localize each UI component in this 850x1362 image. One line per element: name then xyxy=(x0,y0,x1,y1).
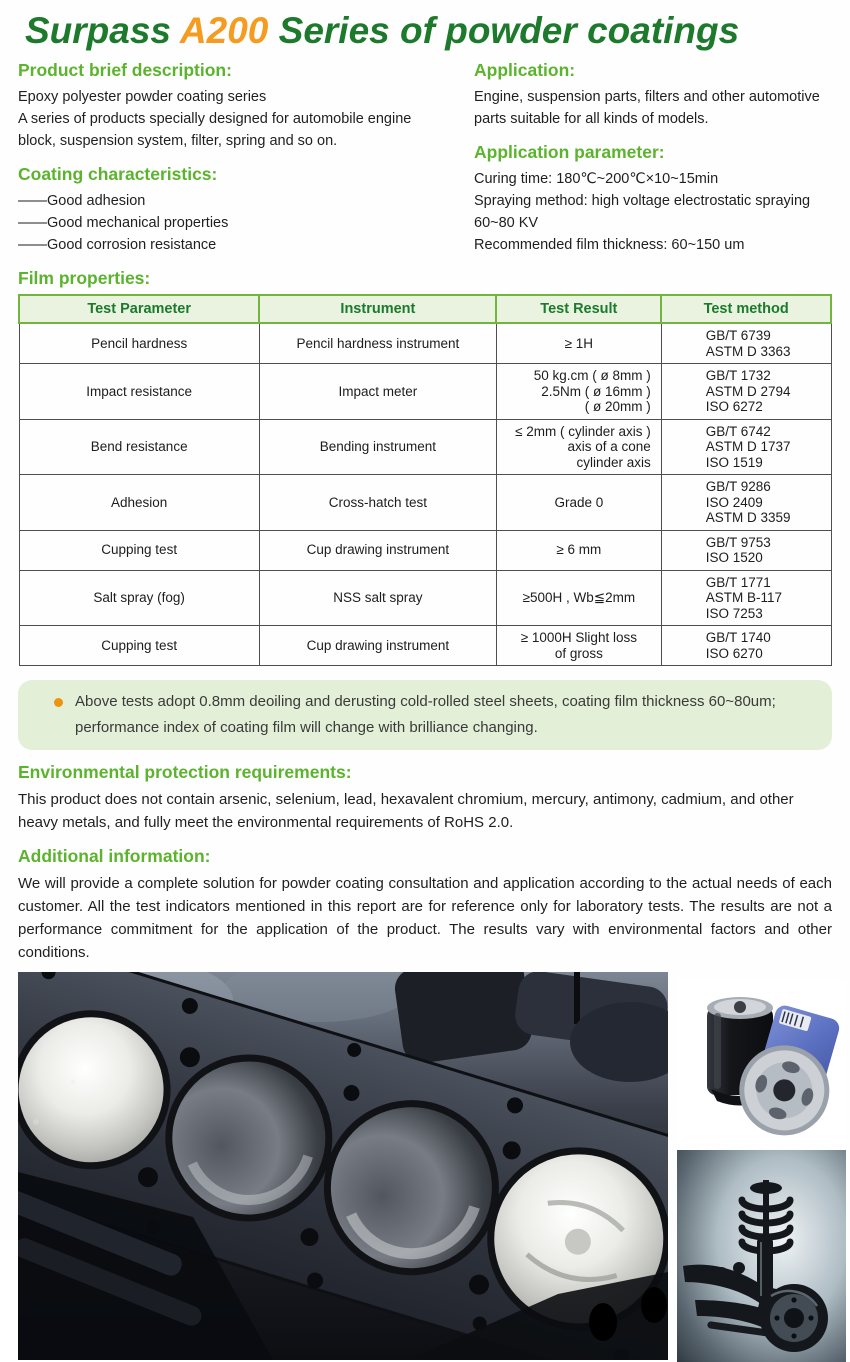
application-text: Engine, suspension parts, filters and other automotive parts suitable for all kinds of models. xyxy=(474,89,820,127)
title-series-code: A200 xyxy=(179,10,269,51)
cell-result: ≥ 1H xyxy=(496,323,661,364)
application-heading: Application: xyxy=(474,60,576,80)
cell-instrument: Cup drawing instrument xyxy=(259,626,496,666)
col-header-parameter: Test Parameter xyxy=(19,295,259,323)
parameter-line: Curing time: 180℃~200℃×10~15min xyxy=(474,171,719,187)
coating-item: ——Good corrosion resistance xyxy=(18,237,217,253)
top-columns xyxy=(18,54,832,256)
cell-parameter: Bend resistance xyxy=(19,419,259,475)
parameter-line: Recommended film thickness: 60~150 um xyxy=(474,237,745,253)
table-row xyxy=(19,475,831,531)
coating-item: ——Good mechanical properties xyxy=(18,215,229,231)
cell-result: ≤ 2mm ( cylinder axis ) axis of a cone cylinder axis xyxy=(496,419,661,475)
cell-result: ≥ 6 mm xyxy=(496,530,661,570)
film-properties-table xyxy=(18,294,832,666)
brief-heading: Product brief description: xyxy=(18,60,232,80)
brief-line1: Epoxy polyester powder coating series xyxy=(18,89,267,105)
coating-heading: Coating characteristics: xyxy=(18,164,218,184)
table-row xyxy=(19,419,831,475)
table-row xyxy=(19,570,831,626)
oil-filters-photo xyxy=(677,979,846,1144)
cell-method: GB/T 1732 ASTM D 2794 ISO 6272 xyxy=(661,364,831,420)
cell-instrument: Cross-hatch test xyxy=(259,475,496,531)
cell-parameter: Cupping test xyxy=(19,626,259,666)
table-row xyxy=(19,323,831,364)
cell-result: ≥ 1000H Slight loss of gross xyxy=(496,626,661,666)
col-header-method: Test method xyxy=(661,295,831,323)
cell-instrument: NSS salt spray xyxy=(259,570,496,626)
additional-heading: Additional information: xyxy=(18,846,211,866)
table-header-row xyxy=(19,295,831,323)
cell-method: GB/T 6742 ASTM D 1737 ISO 1519 xyxy=(661,419,831,475)
test-note-text: Above tests adopt 0.8mm deoiling and derusting cold-rolled steel sheets, coating film thickness 60~80um; performance index of coating film will change with brilliance changing. xyxy=(75,693,776,736)
parameter-line: Spraying method: high voltage electrostatic spraying 60~80 KV xyxy=(474,193,811,231)
cell-instrument: Bending instrument xyxy=(259,419,496,475)
table-row xyxy=(19,626,831,666)
title-part1: Surpass xyxy=(25,10,180,51)
cell-parameter: Salt spray (fog) xyxy=(19,570,259,626)
cell-method: GB/T 9286 ISO 2409 ASTM D 3359 xyxy=(661,475,831,531)
additional-text: We will provide a complete solution for powder coating consultation and application according to the actual needs of each customer. All the test indicators mentioned in this report are for reference only for laboratory tests. The results are not a performance commitment for the application of the product. The results vary with environmental factors and other conditions. xyxy=(18,875,832,961)
cell-result: 50 kg.cm ( ø 8mm ) 2.5Nm ( ø 16mm ) ( ø 20mm ) xyxy=(496,364,661,420)
cell-method: GB/T 6739 ASTM D 3363 xyxy=(661,323,831,364)
brief-line2: A series of products specially designed for automobile engine block, suspension system, filter, spring and so on. xyxy=(18,111,412,149)
table-row xyxy=(19,364,831,420)
col-header-result: Test Result xyxy=(496,295,661,323)
engine-block-photo xyxy=(18,972,668,1360)
page-title xyxy=(18,0,832,54)
test-note-box xyxy=(18,680,832,750)
coating-item: ——Good adhesion xyxy=(18,193,146,209)
cell-parameter: Adhesion xyxy=(19,475,259,531)
cell-parameter: Pencil hardness xyxy=(19,323,259,364)
bullet-icon xyxy=(54,698,63,707)
cell-result: ≥500H , Wb≦2mm xyxy=(496,570,661,626)
table-row xyxy=(19,530,831,570)
right-column xyxy=(474,54,832,256)
environmental-heading: Environmental protection requirements: xyxy=(18,762,352,782)
cell-parameter: Impact resistance xyxy=(19,364,259,420)
product-photos xyxy=(18,972,846,1362)
col-header-instrument: Instrument xyxy=(259,295,496,323)
cell-instrument: Cup drawing instrument xyxy=(259,530,496,570)
side-photos xyxy=(677,972,846,1362)
left-column xyxy=(18,54,474,256)
film-properties-heading: Film properties: xyxy=(18,268,151,288)
environmental-text: This product does not contain arsenic, selenium, lead, hexavalent chromium, mercury, antimony, cadmium, and other heavy metals, and fully meet the environmental requirements of RoHS 2.0. xyxy=(18,791,794,831)
cell-method: GB/T 1740 ISO 6270 xyxy=(661,626,831,666)
title-part2: Series of powder coatings xyxy=(268,10,740,51)
cell-instrument: Impact meter xyxy=(259,364,496,420)
parameters-heading: Application parameter: xyxy=(474,142,665,162)
cell-method: GB/T 1771 ASTM B-117 ISO 7253 xyxy=(661,570,831,626)
suspension-strut-photo xyxy=(677,1150,846,1362)
coating-list xyxy=(18,190,448,256)
cell-method: GB/T 9753 ISO 1520 xyxy=(661,530,831,570)
cell-instrument: Pencil hardness instrument xyxy=(259,323,496,364)
cell-result: Grade 0 xyxy=(496,475,661,531)
cell-parameter: Cupping test xyxy=(19,530,259,570)
